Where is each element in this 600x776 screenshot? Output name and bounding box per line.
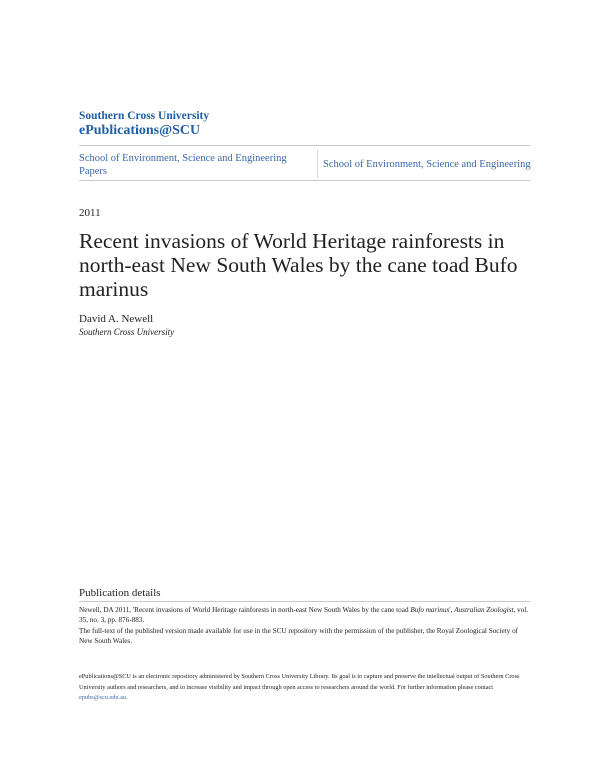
permission-statement: The full-text of the published version made available for use in the SCU repository with the permission of the publisher, the Royal Zoological Society of New South Wales. [79, 626, 519, 645]
citation: Newell, DA 2011, 'Recent invasions of World Heritage rainforests in north-east New South Wales by the cane toad Bufo marinus', Australian Zoologist, vol. 35, no. 3, pp. 876-883. [79, 606, 529, 625]
citation-species: Bufo marinus [410, 606, 450, 614]
repository-link[interactable]: ePublications@SCU [79, 123, 201, 138]
divider-collections [79, 180, 530, 181]
citation-journal: Australian Zoologist [454, 606, 514, 614]
divider-publication [79, 601, 530, 602]
publication-details-heading: Publication details [79, 587, 161, 599]
repository-footer: ePublications@SCU is an electronic repository administered by Southern Cross University Library. Its goal is to capture and preserve the intellectual output of Southern Cross University authors and researchers, and to increase visibility and impact through open access to researchers around the world. For further information please contact epubs@scu.edu.au. [79, 673, 520, 702]
collection-link-school[interactable]: School of Environment, Science and Engineering [323, 159, 531, 170]
author-affiliation: Southern Cross University [79, 327, 175, 337]
contact-email-link[interactable]: epubs@scu.edu.au [79, 694, 127, 702]
publication-year: 2011 [79, 207, 101, 219]
collection-link-papers[interactable]: School of Environment, Science and Engineering Papers [79, 153, 287, 177]
paper-title: Recent invasions of World Heritage rainforests in north-east New South Wales by the cane toad Bufo marinus [79, 229, 518, 301]
author-name: David A. Newell [79, 313, 154, 325]
university-name: Southern Cross University [79, 110, 210, 122]
publication-details [79, 605, 531, 646]
divider-top [79, 145, 530, 146]
collection-separator [317, 150, 318, 178]
